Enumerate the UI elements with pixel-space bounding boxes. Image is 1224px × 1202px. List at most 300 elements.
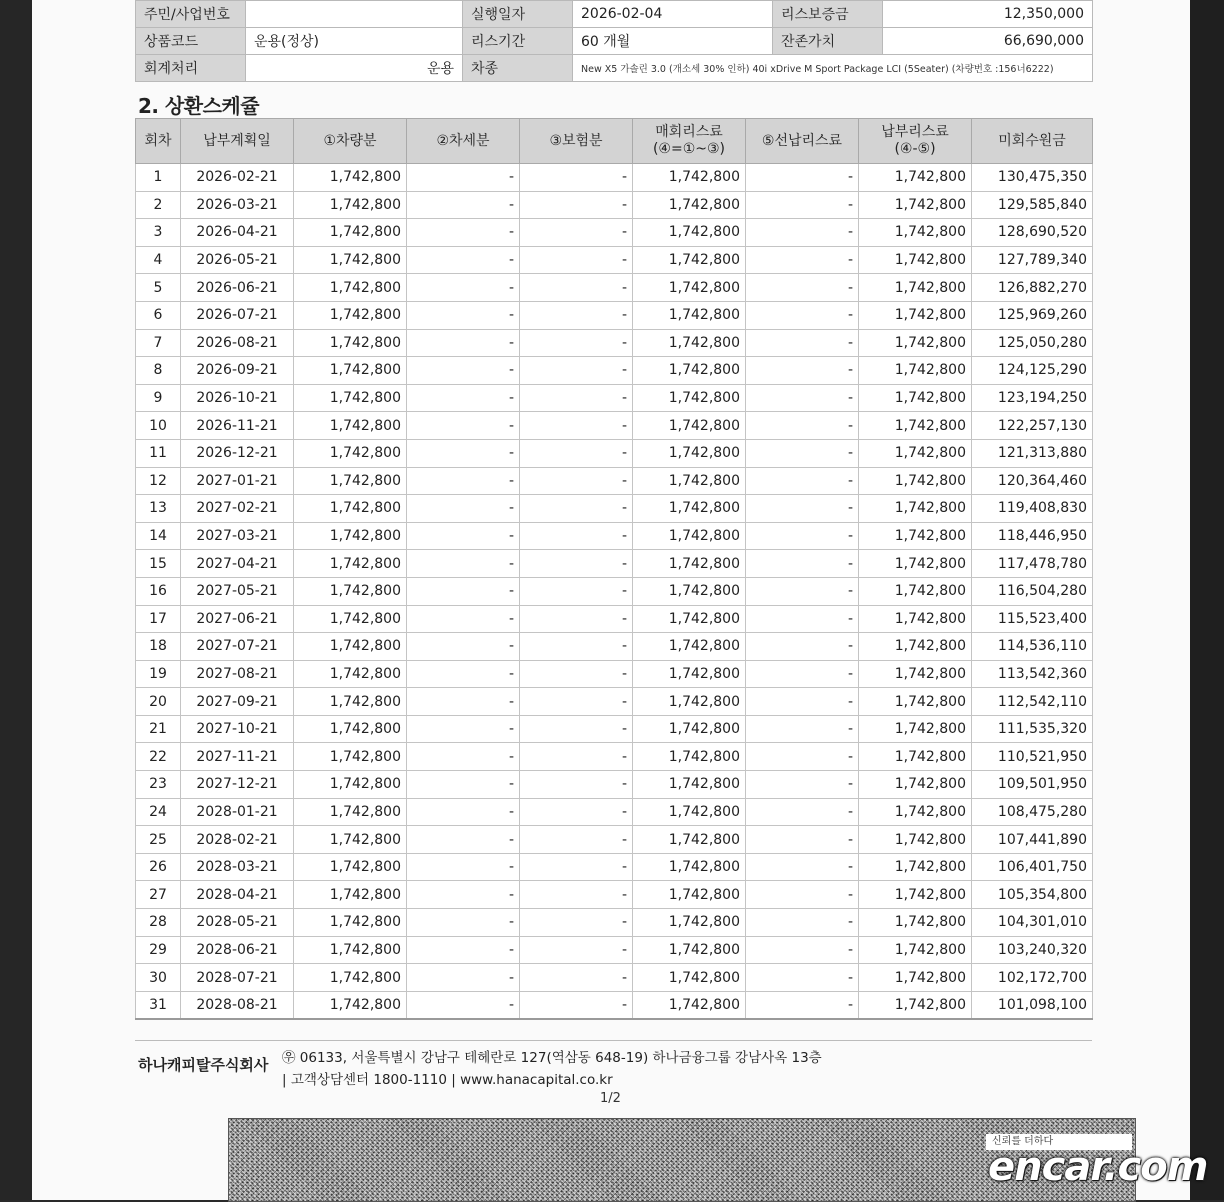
schedule-cell: - <box>407 357 520 385</box>
schedule-cell: 1,742,800 <box>859 826 972 854</box>
schedule-cell: - <box>746 522 859 550</box>
schedule-cell: - <box>520 301 633 329</box>
schedule-row <box>136 301 1093 329</box>
schedule-cell: - <box>746 660 859 688</box>
schedule-row <box>136 329 1093 357</box>
schedule-row <box>136 274 1093 302</box>
schedule-cell: 1,742,800 <box>294 577 407 605</box>
schedule-cell: 105,354,800 <box>972 881 1093 909</box>
schedule-cell: - <box>520 412 633 440</box>
schedule-cell: - <box>746 495 859 523</box>
info-value: 2026-02-04 <box>573 1 773 28</box>
info-label: 회계처리 <box>136 55 246 82</box>
schedule-cell: - <box>407 412 520 440</box>
schedule-header-cell: 납부계획일 <box>181 119 294 164</box>
schedule-cell: 2028-08-21 <box>181 991 294 1019</box>
schedule-cell: - <box>407 881 520 909</box>
schedule-cell: - <box>746 191 859 219</box>
schedule-cell: 2028-01-21 <box>181 798 294 826</box>
schedule-cell: - <box>746 384 859 412</box>
schedule-row <box>136 771 1093 799</box>
schedule-cell: - <box>520 660 633 688</box>
schedule-cell: 2026-08-21 <box>181 329 294 357</box>
schedule-cell: 106,401,750 <box>972 853 1093 881</box>
schedule-cell: 2028-05-21 <box>181 909 294 937</box>
schedule-cell: - <box>407 688 520 716</box>
schedule-row <box>136 853 1093 881</box>
schedule-cell: 113,542,360 <box>972 660 1093 688</box>
schedule-cell: 1,742,800 <box>859 357 972 385</box>
schedule-cell: - <box>407 495 520 523</box>
schedule-cell: 1,742,800 <box>859 605 972 633</box>
schedule-cell: 1,742,800 <box>859 329 972 357</box>
schedule-cell: 1,742,800 <box>859 633 972 661</box>
schedule-cell: 1,742,800 <box>859 991 972 1019</box>
schedule-cell: - <box>520 715 633 743</box>
schedule-header-cell: 미회수원금 <box>972 119 1093 164</box>
schedule-cell: - <box>407 577 520 605</box>
schedule-cell: 1,742,800 <box>859 191 972 219</box>
schedule-cell: 2027-04-21 <box>181 550 294 578</box>
schedule-cell: - <box>746 274 859 302</box>
schedule-cell: 2027-09-21 <box>181 688 294 716</box>
schedule-cell: 1,742,800 <box>294 274 407 302</box>
schedule-cell: 2027-12-21 <box>181 771 294 799</box>
schedule-cell: - <box>520 881 633 909</box>
schedule-cell: 1,742,800 <box>859 550 972 578</box>
schedule-cell: - <box>407 246 520 274</box>
schedule-cell: 1,742,800 <box>294 495 407 523</box>
schedule-cell: 130,475,350 <box>972 164 1093 192</box>
schedule-cell: 1,742,800 <box>633 384 746 412</box>
schedule-cell: 6 <box>136 301 181 329</box>
schedule-cell: - <box>407 467 520 495</box>
footer-divider <box>135 1040 1092 1041</box>
schedule-cell: 30 <box>136 964 181 992</box>
schedule-cell: - <box>746 357 859 385</box>
schedule-cell: - <box>520 550 633 578</box>
schedule-cell: 110,521,950 <box>972 743 1093 771</box>
schedule-cell: 1,742,800 <box>294 329 407 357</box>
schedule-cell: 1,742,800 <box>859 495 972 523</box>
schedule-cell: 1,742,800 <box>633 495 746 523</box>
schedule-row <box>136 246 1093 274</box>
schedule-row <box>136 577 1093 605</box>
schedule-cell: - <box>520 219 633 247</box>
schedule-cell: 2028-03-21 <box>181 853 294 881</box>
info-label: 상품코드 <box>136 28 246 55</box>
schedule-cell: 3 <box>136 219 181 247</box>
info-label: 실행일자 <box>463 1 573 28</box>
schedule-cell: - <box>746 688 859 716</box>
schedule-cell: - <box>746 909 859 937</box>
schedule-cell: 1,742,800 <box>859 412 972 440</box>
schedule-cell: 1,742,800 <box>633 798 746 826</box>
schedule-cell: - <box>520 798 633 826</box>
schedule-cell: 2026-03-21 <box>181 191 294 219</box>
schedule-cell: - <box>520 936 633 964</box>
schedule-header-cell: ③보험분 <box>520 119 633 164</box>
schedule-cell: 1,742,800 <box>859 798 972 826</box>
info-value: 60 개월 <box>573 28 773 55</box>
lease-info-table <box>135 0 1093 82</box>
schedule-row <box>136 384 1093 412</box>
schedule-cell: 1,742,800 <box>633 826 746 854</box>
page-number: 1/2 <box>600 1091 621 1106</box>
schedule-row <box>136 798 1093 826</box>
schedule-cell: 1,742,800 <box>633 467 746 495</box>
schedule-cell: 2026-07-21 <box>181 301 294 329</box>
info-value: 운용 <box>246 55 463 82</box>
schedule-cell: 1 <box>136 164 181 192</box>
schedule-cell: - <box>520 743 633 771</box>
schedule-row <box>136 881 1093 909</box>
schedule-cell: 1,742,800 <box>294 357 407 385</box>
schedule-cell: 10 <box>136 412 181 440</box>
schedule-row <box>136 357 1093 385</box>
schedule-cell: 7 <box>136 329 181 357</box>
schedule-cell: 1,742,800 <box>294 936 407 964</box>
schedule-cell: 1,742,800 <box>633 743 746 771</box>
schedule-cell: 1,742,800 <box>633 633 746 661</box>
schedule-cell: 1,742,800 <box>859 577 972 605</box>
schedule-row <box>136 522 1093 550</box>
schedule-cell: 1,742,800 <box>633 274 746 302</box>
schedule-cell: 117,478,780 <box>972 550 1093 578</box>
schedule-cell: - <box>746 550 859 578</box>
schedule-cell: - <box>746 964 859 992</box>
schedule-cell: 116,504,280 <box>972 577 1093 605</box>
schedule-header-cell: ①차량분 <box>294 119 407 164</box>
schedule-cell: 15 <box>136 550 181 578</box>
schedule-cell: 11 <box>136 439 181 467</box>
schedule-cell: 109,501,950 <box>972 771 1093 799</box>
schedule-cell: - <box>407 798 520 826</box>
info-value: 운용(정상) <box>246 28 463 55</box>
schedule-cell: - <box>520 633 633 661</box>
schedule-cell: 1,742,800 <box>859 936 972 964</box>
schedule-cell: 126,882,270 <box>972 274 1093 302</box>
schedule-cell: - <box>407 936 520 964</box>
schedule-cell: - <box>407 219 520 247</box>
schedule-cell: 1,742,800 <box>294 384 407 412</box>
schedule-cell: - <box>520 439 633 467</box>
schedule-cell: - <box>520 329 633 357</box>
schedule-cell: 4 <box>136 246 181 274</box>
schedule-cell: 1,742,800 <box>633 550 746 578</box>
schedule-cell: 112,542,110 <box>972 688 1093 716</box>
info-value <box>246 1 463 28</box>
schedule-cell: - <box>407 605 520 633</box>
schedule-cell: 1,742,800 <box>294 688 407 716</box>
schedule-cell: 16 <box>136 577 181 605</box>
schedule-row <box>136 991 1093 1019</box>
schedule-cell: 1,742,800 <box>294 798 407 826</box>
schedule-row <box>136 826 1093 854</box>
schedule-cell: - <box>520 577 633 605</box>
schedule-cell: 1,742,800 <box>633 357 746 385</box>
schedule-cell: 115,523,400 <box>972 605 1093 633</box>
schedule-cell: 1,742,800 <box>633 936 746 964</box>
schedule-cell: 129,585,840 <box>972 191 1093 219</box>
schedule-header-row <box>136 119 1093 164</box>
schedule-cell: 121,313,880 <box>972 439 1093 467</box>
schedule-row <box>136 495 1093 523</box>
schedule-cell: 2026-06-21 <box>181 274 294 302</box>
schedule-cell: 1,742,800 <box>294 191 407 219</box>
schedule-cell: - <box>407 715 520 743</box>
schedule-cell: 2027-05-21 <box>181 577 294 605</box>
schedule-cell: 1,742,800 <box>633 715 746 743</box>
schedule-cell: - <box>746 605 859 633</box>
schedule-cell: - <box>746 771 859 799</box>
schedule-cell: 1,742,800 <box>633 246 746 274</box>
schedule-cell: 23 <box>136 771 181 799</box>
schedule-cell: 1,742,800 <box>633 771 746 799</box>
schedule-cell: - <box>520 853 633 881</box>
schedule-cell: 1,742,800 <box>633 329 746 357</box>
schedule-cell: - <box>746 164 859 192</box>
schedule-cell: 5 <box>136 274 181 302</box>
schedule-cell: 1,742,800 <box>294 412 407 440</box>
schedule-cell: 17 <box>136 605 181 633</box>
schedule-row <box>136 412 1093 440</box>
encar-watermark-logo: encar.com <box>988 1144 1208 1190</box>
schedule-cell: 122,257,130 <box>972 412 1093 440</box>
schedule-cell: - <box>407 633 520 661</box>
schedule-row <box>136 633 1093 661</box>
schedule-cell: 1,742,800 <box>633 605 746 633</box>
schedule-cell: 28 <box>136 909 181 937</box>
schedule-cell: - <box>746 412 859 440</box>
info-label: 주민/사업번호 <box>136 1 246 28</box>
schedule-cell: 102,172,700 <box>972 964 1093 992</box>
schedule-row <box>136 219 1093 247</box>
schedule-cell: 1,742,800 <box>633 412 746 440</box>
schedule-cell: 1,742,800 <box>633 522 746 550</box>
schedule-cell: 1,742,800 <box>294 660 407 688</box>
schedule-cell: 2026-09-21 <box>181 357 294 385</box>
schedule-row <box>136 660 1093 688</box>
schedule-cell: 1,742,800 <box>859 246 972 274</box>
schedule-cell: 1,742,800 <box>859 909 972 937</box>
schedule-cell: 1,742,800 <box>294 164 407 192</box>
schedule-cell: - <box>746 467 859 495</box>
schedule-cell: - <box>520 826 633 854</box>
schedule-cell: - <box>520 964 633 992</box>
schedule-cell: - <box>746 329 859 357</box>
schedule-cell: 29 <box>136 936 181 964</box>
schedule-cell: - <box>407 439 520 467</box>
info-row <box>136 55 1093 82</box>
schedule-cell: - <box>407 964 520 992</box>
schedule-cell: 107,441,890 <box>972 826 1093 854</box>
schedule-cell: - <box>407 329 520 357</box>
schedule-cell: - <box>520 495 633 523</box>
schedule-cell: 120,364,460 <box>972 467 1093 495</box>
schedule-cell: - <box>520 164 633 192</box>
schedule-cell: - <box>407 164 520 192</box>
info-label: 잔존가치 <box>773 28 883 55</box>
schedule-cell: 127,789,340 <box>972 246 1093 274</box>
schedule-row <box>136 688 1093 716</box>
schedule-row <box>136 964 1093 992</box>
schedule-cell: - <box>746 577 859 605</box>
schedule-cell: 2028-04-21 <box>181 881 294 909</box>
schedule-cell: 25 <box>136 826 181 854</box>
schedule-cell: 1,742,800 <box>294 743 407 771</box>
schedule-cell: 2027-07-21 <box>181 633 294 661</box>
schedule-cell: 104,301,010 <box>972 909 1093 937</box>
schedule-cell: - <box>520 909 633 937</box>
info-label: 리스기간 <box>463 28 573 55</box>
schedule-cell: - <box>520 688 633 716</box>
schedule-cell: - <box>407 771 520 799</box>
schedule-cell: 1,742,800 <box>859 384 972 412</box>
watermark-tagline: 신뢰를 더하다 <box>986 1134 1132 1150</box>
left-background-edge <box>0 0 32 1200</box>
schedule-cell: 1,742,800 <box>294 633 407 661</box>
schedule-cell: 1,742,800 <box>859 301 972 329</box>
schedule-cell: 123,194,250 <box>972 384 1093 412</box>
company-name: 하나캐피탈주식회사 <box>138 1056 269 1074</box>
info-row <box>136 1 1093 28</box>
schedule-cell: 1,742,800 <box>859 439 972 467</box>
schedule-cell: 1,742,800 <box>294 853 407 881</box>
schedule-cell: 2027-02-21 <box>181 495 294 523</box>
schedule-cell: 1,742,800 <box>859 219 972 247</box>
schedule-cell: 2028-07-21 <box>181 964 294 992</box>
schedule-cell: - <box>746 715 859 743</box>
schedule-cell: - <box>746 936 859 964</box>
schedule-cell: - <box>746 439 859 467</box>
schedule-cell: 1,742,800 <box>294 964 407 992</box>
schedule-cell: 1,742,800 <box>859 164 972 192</box>
schedule-cell: 1,742,800 <box>633 853 746 881</box>
schedule-cell: 2026-11-21 <box>181 412 294 440</box>
schedule-cell: - <box>746 881 859 909</box>
schedule-cell: 2 <box>136 191 181 219</box>
schedule-cell: 1,742,800 <box>633 991 746 1019</box>
schedule-cell: 1,742,800 <box>294 881 407 909</box>
schedule-cell: 2027-03-21 <box>181 522 294 550</box>
schedule-cell: - <box>407 384 520 412</box>
schedule-cell: - <box>520 771 633 799</box>
schedule-row <box>136 743 1093 771</box>
schedule-cell: 1,742,800 <box>294 439 407 467</box>
schedule-cell: 118,446,950 <box>972 522 1093 550</box>
schedule-header-cell: 납부리스료 (④-⑤) <box>859 119 972 164</box>
schedule-cell: 9 <box>136 384 181 412</box>
schedule-cell: 1,742,800 <box>859 853 972 881</box>
schedule-cell: 2026-10-21 <box>181 384 294 412</box>
schedule-cell: 8 <box>136 357 181 385</box>
info-value: 66,690,000 <box>883 28 1093 55</box>
vehicle-model-value: New X5 가솔린 3.0 (개소세 30% 인하) 40i xDrive M Sport Package LCI (5Seater) (차량번호 :156너6222) <box>573 55 1093 82</box>
schedule-cell: - <box>746 246 859 274</box>
schedule-cell: 111,535,320 <box>972 715 1093 743</box>
schedule-cell: 2027-06-21 <box>181 605 294 633</box>
schedule-cell: 114,536,110 <box>972 633 1093 661</box>
schedule-cell: 13 <box>136 495 181 523</box>
schedule-cell: 1,742,800 <box>633 881 746 909</box>
schedule-cell: 2028-06-21 <box>181 936 294 964</box>
schedule-cell: 31 <box>136 991 181 1019</box>
schedule-row <box>136 164 1093 192</box>
schedule-cell: 2027-10-21 <box>181 715 294 743</box>
schedule-header-cell: 회차 <box>136 119 181 164</box>
schedule-cell: 1,742,800 <box>294 550 407 578</box>
schedule-cell: 1,742,800 <box>859 274 972 302</box>
schedule-cell: - <box>407 660 520 688</box>
schedule-cell: - <box>407 853 520 881</box>
schedule-cell: 1,742,800 <box>633 301 746 329</box>
schedule-cell: 119,408,830 <box>972 495 1093 523</box>
schedule-row <box>136 191 1093 219</box>
right-background-edge <box>1190 0 1224 1200</box>
schedule-cell: 1,742,800 <box>633 909 746 937</box>
schedule-cell: 101,098,100 <box>972 991 1093 1019</box>
schedule-cell: - <box>520 357 633 385</box>
schedule-cell: 19 <box>136 660 181 688</box>
schedule-cell: - <box>746 633 859 661</box>
schedule-cell: 1,742,800 <box>633 439 746 467</box>
schedule-cell: - <box>746 853 859 881</box>
schedule-cell: 1,742,800 <box>294 771 407 799</box>
schedule-row <box>136 605 1093 633</box>
schedule-cell: 128,690,520 <box>972 219 1093 247</box>
schedule-cell: - <box>520 384 633 412</box>
repayment-schedule-table <box>135 118 1093 1020</box>
schedule-cell: - <box>520 605 633 633</box>
schedule-cell: 1,742,800 <box>633 688 746 716</box>
schedule-header-cell: ②차세분 <box>407 119 520 164</box>
schedule-cell: 1,742,800 <box>859 964 972 992</box>
schedule-cell: 1,742,800 <box>859 881 972 909</box>
schedule-cell: - <box>746 991 859 1019</box>
schedule-row <box>136 467 1093 495</box>
schedule-cell: 1,742,800 <box>633 660 746 688</box>
schedule-cell: 1,742,800 <box>859 715 972 743</box>
schedule-cell: 125,050,280 <box>972 329 1093 357</box>
schedule-cell: - <box>520 246 633 274</box>
schedule-cell: 103,240,320 <box>972 936 1093 964</box>
schedule-cell: 125,969,260 <box>972 301 1093 329</box>
schedule-cell: 1,742,800 <box>859 467 972 495</box>
schedule-cell: - <box>520 467 633 495</box>
schedule-cell: 1,742,800 <box>859 743 972 771</box>
schedule-cell: 1,742,800 <box>633 964 746 992</box>
schedule-cell: - <box>746 301 859 329</box>
schedule-cell: 1,742,800 <box>859 688 972 716</box>
schedule-cell: 2028-02-21 <box>181 826 294 854</box>
schedule-row <box>136 550 1093 578</box>
schedule-cell: 1,742,800 <box>294 826 407 854</box>
schedule-cell: - <box>746 798 859 826</box>
schedule-cell: 1,742,800 <box>859 522 972 550</box>
schedule-cell: 1,742,800 <box>859 771 972 799</box>
schedule-cell: 2027-01-21 <box>181 467 294 495</box>
schedule-cell: 2027-08-21 <box>181 660 294 688</box>
schedule-cell: - <box>407 274 520 302</box>
schedule-cell: 12 <box>136 467 181 495</box>
info-label: 차종 <box>463 55 573 82</box>
schedule-cell: 2027-11-21 <box>181 743 294 771</box>
schedule-cell: 1,742,800 <box>633 164 746 192</box>
schedule-cell: 1,742,800 <box>633 577 746 605</box>
schedule-cell: 21 <box>136 715 181 743</box>
info-row <box>136 28 1093 55</box>
